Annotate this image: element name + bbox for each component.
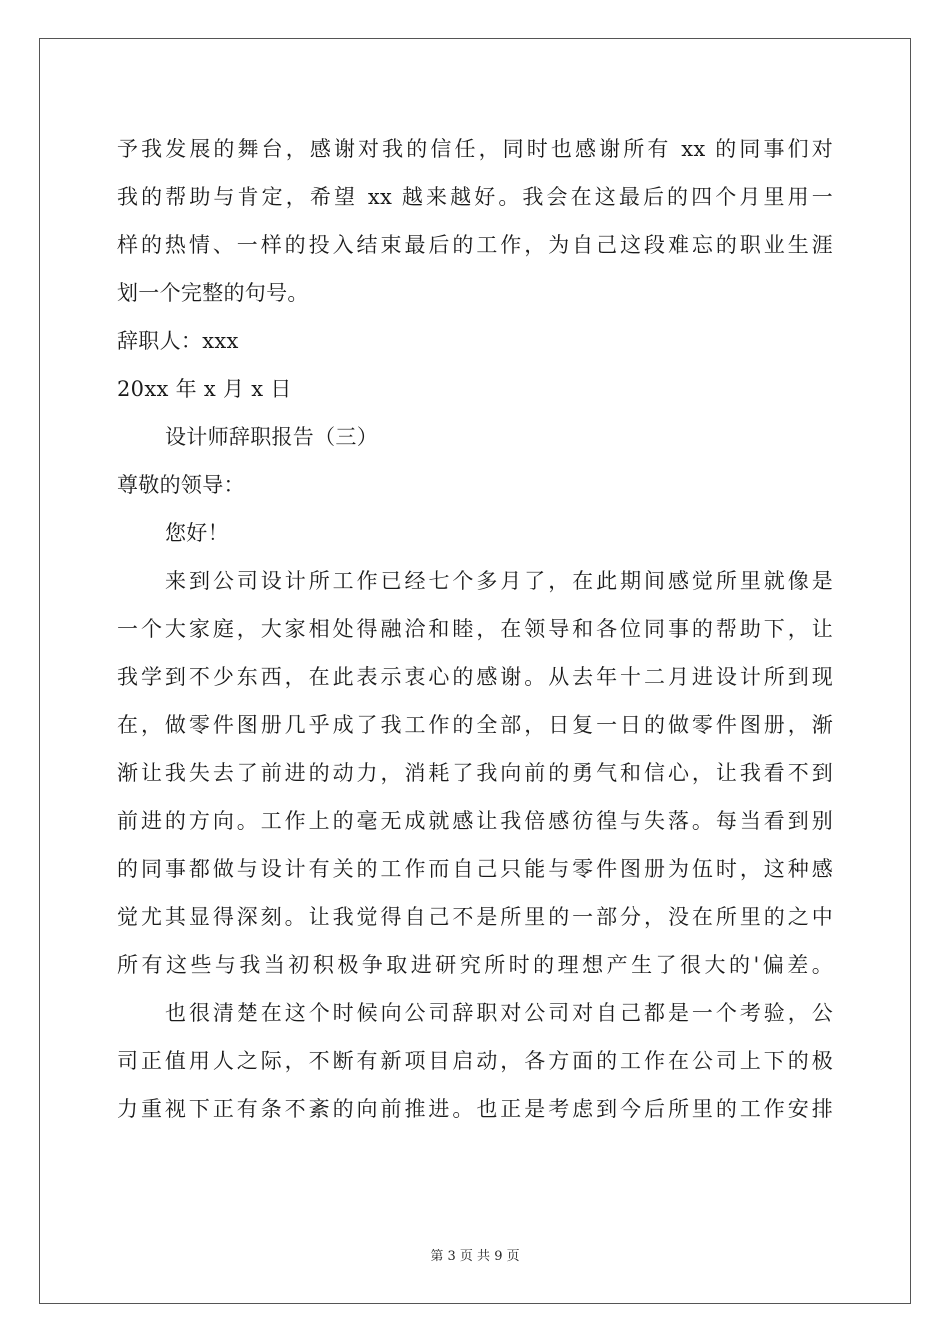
text-line: 样的热情、一样的投入结束最后的工作，为自己这段难忘的职业生涯 bbox=[117, 233, 833, 257]
page-number-footer: 第 3 页 共 9 页 bbox=[430, 1249, 520, 1264]
salutation: 尊敬的领导： bbox=[117, 473, 245, 497]
text-line: 来到公司设计所工作已经七个多月了，在此期间感觉所里就像是 bbox=[165, 569, 833, 593]
text-line: 划一个完整的句号。 bbox=[117, 281, 309, 305]
section-title: 设计师辞职报告（三） bbox=[165, 425, 378, 449]
text-line: 我学到不少东西，在此表示衷心的感谢。从去年十二月进设计所到现 bbox=[117, 665, 833, 689]
text-line: 前进的方向。工作上的毫无成就感让我倍感彷徨与失落。每当看到别 bbox=[117, 809, 833, 833]
text-line: 觉尤其显得深刻。让我觉得自己不是所里的一部分，没在所里的之中 bbox=[117, 905, 833, 929]
text-line: 一个大家庭，大家相处得融洽和睦，在领导和各位同事的帮助下，让 bbox=[117, 617, 833, 641]
text-line: 的同事都做与设计有关的工作而自己只能与零件图册为伍时，这种感 bbox=[117, 857, 833, 881]
text-line: 予我发展的舞台，感谢对我的信任，同时也感谢所有 xx 的同事们对 bbox=[117, 137, 833, 161]
text-line: 力重视下正有条不紊的向前推进。也正是考虑到今后所里的工作安排 bbox=[117, 1097, 833, 1121]
text-line: 渐让我失去了前进的动力，消耗了我向前的勇气和信心，让我看不到 bbox=[117, 761, 833, 785]
greeting: 您好！ bbox=[165, 521, 229, 545]
document-body bbox=[117, 125, 833, 1133]
text-line: 我的帮助与肯定，希望 xx 越来越好。我会在这最后的四个月里用一 bbox=[117, 185, 833, 209]
text-line: 司正值用人之际，不断有新项目启动，各方面的工作在公司上下的极 bbox=[117, 1049, 833, 1073]
signatory-line: 辞职人：xxx bbox=[117, 329, 239, 353]
text-line: 在，做零件图册几乎成了我工作的全部，日复一日的做零件图册，渐 bbox=[117, 713, 833, 737]
date-line: 20xx 年 x 月 x 日 bbox=[117, 377, 292, 401]
text-line: 也很清楚在这个时候向公司辞职对公司对自己都是一个考验，公 bbox=[165, 1001, 833, 1025]
text-line: 所有这些与我当初积极争取进研究所时的理想产生了很大的'偏差。 bbox=[117, 953, 833, 977]
